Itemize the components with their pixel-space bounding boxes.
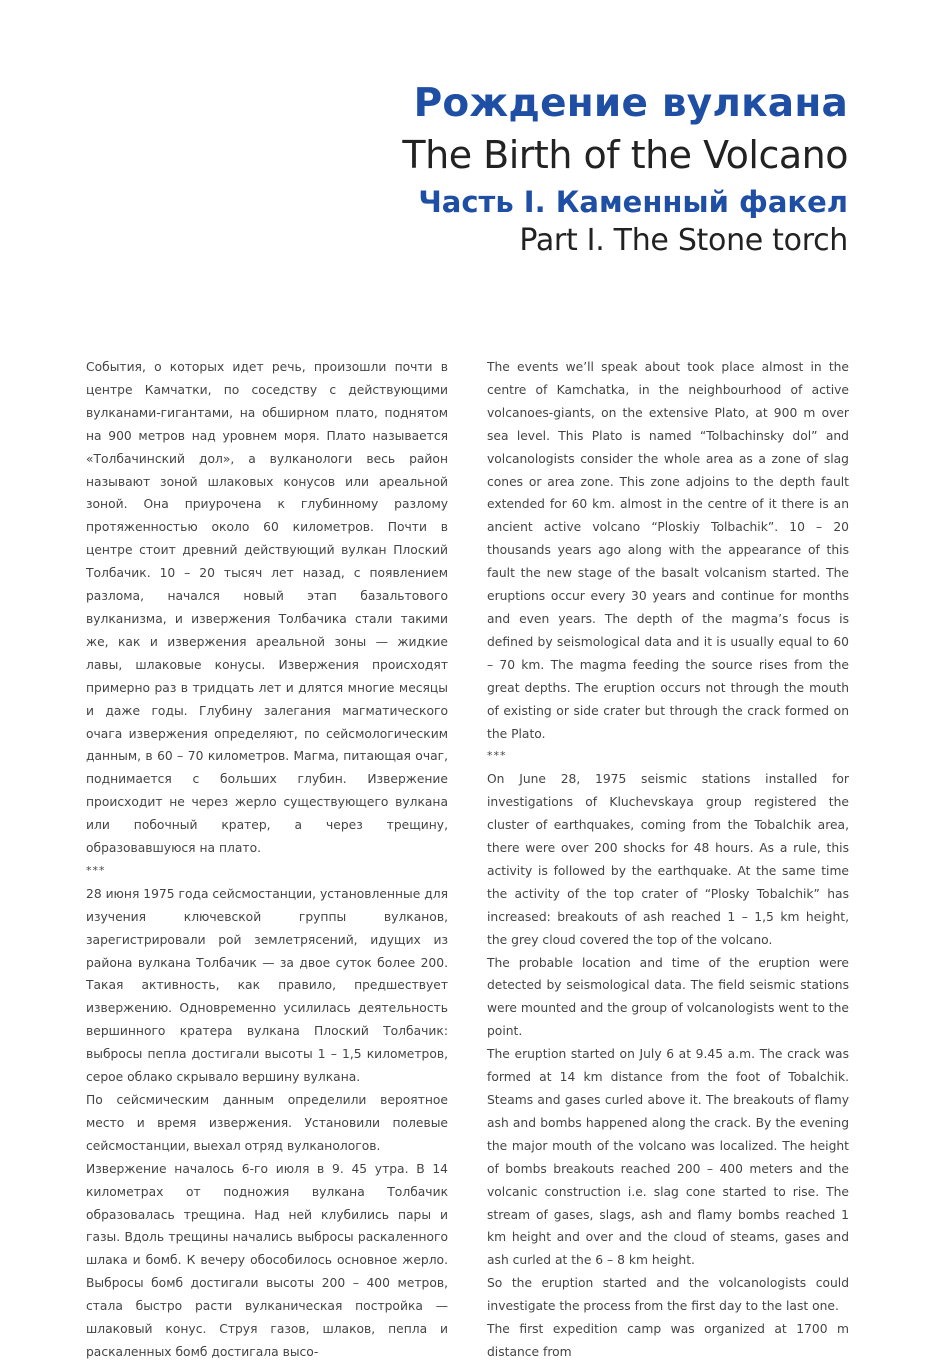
en-paragraph-6: The first expedition camp was organized at 1700 m distance from [487,1322,849,1359]
title-block [402,78,848,260]
russian-text-column [86,356,448,1364]
ru-paragraph-3: По сейсмическим данным определили вероятное место и время извержения. Установили полевые сейсмостанции, выехал отряд вулканологов. [86,1093,448,1153]
en-paragraph-1: The events we’ll speak about took place almost in the centre of Kamchatka, in the neighbourhood of active volcanoes-giants, on the extensive Plato, at 900 m over sea level. This Plato is named “Tolbachinsky dol” and volcanologists consider the whole area as a zone of slag cones or area zone. This zone adjoins to the depth fault extended for 60 km. almost in the centre of it there is an ancient active volcano “Ploskiy Tolbachik”. 10 – 20 thousands years ago along with the appearance of this fault the new stage of the basalt volcanism started. The eruptions occur every 30 years and continue for months and even years. The depth of the magma’s focus is defined by seismological data and it is usually equal to 60 – 70 km. The magma feeding the source rises from the great depths. The eruption occurs not through the mouth of existing or side crater but through the crack formed on the Plato. [487,360,849,741]
en-paragraph-4: The eruption started on July 6 at 9.45 a.m. The crack was formed at 14 km distance from the foot of Tobalchik. Steams and gases curled above it. The breakouts of flamy ash and bombs happened along the crack. By the evening the major mouth of the volcano was localized. The height of bombs breakouts reached 200 – 400 meters and the volcanic construction i.e. slag cone started to rise. The stream of gases, slags, ash and flamy bombs reached 1 km height and over and the cloud of steams, gases and ash curled at the 6 – 8 km height. [487,1047,849,1268]
en-paragraph-5: So the eruption started and the volcanologists could investigate the process from the first day to the last one. [487,1276,849,1314]
title-russian: Рождение вулкана [413,81,848,126]
english-text-column [487,356,849,1364]
ru-section-separator: *** [86,863,106,877]
ru-paragraph-1: События, о которых идет речь, произошли почти в центре Камчатки, по соседству с действующими вулканами-гигантами, на обширном плато, поднятом на 900 метров над уровнем моря. Плато называется «Толбачинский дол», а вулканологи весь район называют зоной шлаковых конусов или ареальной зоной. Она приурочена к глубинному разлому протяженностью около 60 километров. Почти в центре стоит древний действующий вулкан Плоский Толбачик. 10 – 20 тысяч лет назад, с появлением разлома, начался новый этап базальтового вулканизма, и извержения Толбачика стали такими же, как и извержения ареальной зоны — жидкие лавы, шлаковые конусы. Извержения происходят примерно раз в тридцать лет и длятся многие месяцы и даже годы. Глубину залегания магматического очага извержения определяют, по сейсмологическим данным, в 60 – 70 километров. Магма, питающая очаг, поднимается с больших глубин. Извержение происходит не через жерло существующего вулкана или побочный кратер, а через трещину, образовавшуюся на плато. [86,360,448,856]
en-section-separator: *** [487,749,507,763]
en-paragraph-3: The probable location and time of the eruption were detected by seismological data. The field seismic stations were mounted and the group of volcanologists went to the point. [487,955,849,1039]
ru-paragraph-4: Извержение началось 6-го июля в 9. 45 утра. В 14 километрах от подножия вулкана Толбачик образовалась трещина. Над ней клубились пары и газы. Вдоль трещины начались выбросы раскаленного шлака и бомб. К вечеру обособилось основное жерло. Выбросы бомб достигали высоты 200 – 400 метров, стала быстро расти вулканическая постройка — шлаковый конус. Струя газов, шлаков, пепла и раскаленных бомб достигала высо- [86,1161,448,1359]
title-english: The Birth of the Volcano [402,133,848,177]
en-paragraph-2: On June 28, 1975 seismic stations installed for investigations of Kluchevskaya group registered the cluster of earthquakes, coming from the Tobalchik area, there were over 200 shocks for 48 hours. As a rule, this activity is followed by the earthquake. At the same time the activity of the top crater of “Plosky Tobalchik” has increased: breakouts of ash reached 1 – 1,5 km height, the grey cloud covered the top of the volcano. [487,772,849,947]
subtitle-english: Part I. The Stone torch [519,223,848,258]
ru-paragraph-2: 28 июня 1975 года сейсмостанции, установленные для изучения ключевской группы вулканов, зарегистрировали рой землетрясений, идущих из района вулкана Толбачик — за двое суток более 200. Такая активность, как правило, предшествует извержению. Одновременно усилилась деятельность вершинного кратера вулкана Плоский Толбачик: выбросы пепла достигали высоты 1 – 1,5 километров, серое облако скрывало вершину вулкана. [86,886,448,1085]
subtitle-russian: Часть I. Каменный факел [418,185,848,219]
